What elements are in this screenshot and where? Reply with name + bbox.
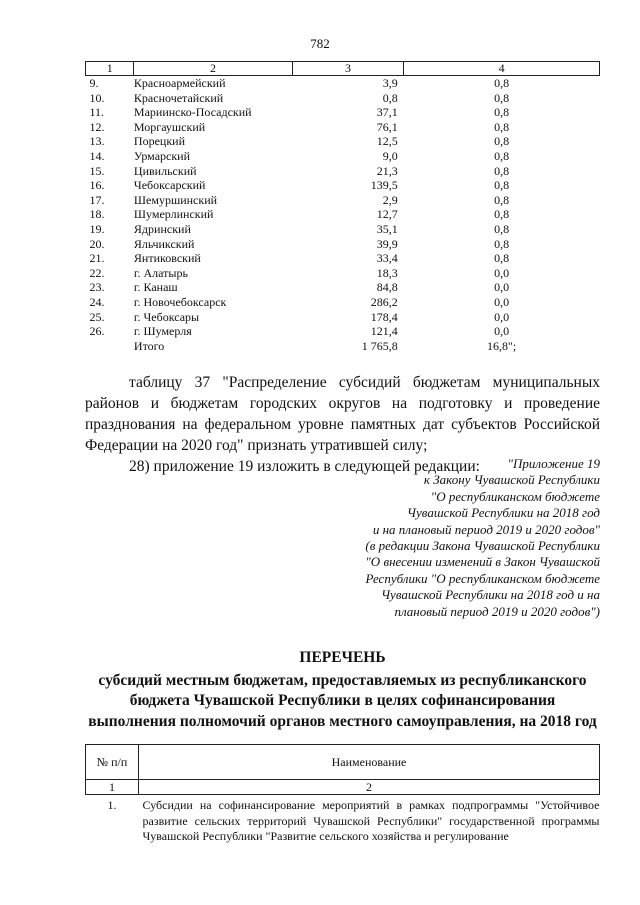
appendix-line: Чувашской Республики на 2018 год (407, 505, 600, 521)
table-row (86, 120, 600, 135)
header-name: Наименование (139, 745, 600, 780)
appendix-line: плановый период 2019 и 2020 годов") (394, 603, 600, 619)
municipality-name: Итого (133, 338, 165, 353)
row-number: 14. (89, 148, 105, 163)
row-number: 25. (89, 309, 105, 324)
municipality-name: Цивильский (133, 163, 197, 178)
subsidy-amount: 33,4 (376, 251, 398, 266)
subsidy-amount: 84,8 (376, 280, 398, 295)
column-number-1: 1 (86, 780, 139, 795)
municipality-name: Шемуршинский (133, 192, 218, 207)
municipality-name: Мариинско-Посадский (133, 105, 252, 120)
row-number: 10. (89, 90, 105, 105)
row-number: 11. (89, 105, 105, 120)
table-header-row (86, 62, 600, 76)
row-number: 22. (89, 265, 105, 280)
table-row (86, 134, 600, 149)
municipality-name: Порецкий (133, 134, 186, 149)
document-subtitle: субсидий местным бюджетам, предоставляемых из республиканского бюджета Чувашской Республики в целях софинансирования выполнения полномочий органов местного самоуправления, на 2018 год (88, 671, 597, 730)
rate-value: 0,8 (494, 207, 510, 222)
appendix-line: "О республиканском бюджете (430, 488, 600, 504)
table-row (86, 237, 600, 252)
rate-value: 0,0 (494, 280, 510, 295)
table-row (86, 76, 600, 91)
repeal-text: таблицу 37 "Распределение субсидий бюджетам муниципальных районов и бюджетам городских округов на подготовку и проведение празднования на федеральном уровне памятных дат субъектов Российской Федерации на 2020 год" признать утратившей силу; (85, 374, 600, 454)
table-row (86, 324, 600, 339)
subsidy-amount: 178,4 (370, 309, 398, 324)
municipality-name: г. Чебоксары (133, 309, 200, 324)
table-row (86, 105, 600, 120)
appendix-line: Республики "О республиканском бюджете (365, 570, 600, 586)
table-row (86, 164, 600, 179)
table-row (86, 295, 600, 310)
row-number: 24. (89, 294, 105, 309)
subsidy-amount: 39,9 (376, 236, 398, 251)
municipality-name: г. Алатырь (133, 265, 188, 280)
document-title-block (85, 648, 600, 732)
column-number-3: 3 (292, 62, 404, 76)
subsidy-amount: 0,8 (382, 90, 398, 105)
row-number: 13. (89, 134, 105, 149)
appendix-line: Чувашской Республики на 2018 год и на (381, 587, 600, 603)
municipality-name: Ядринский (133, 221, 191, 236)
rate-value: 0,0 (494, 265, 510, 280)
subsidy-amount: 286,2 (370, 294, 398, 309)
subsidy-list-table (85, 744, 600, 845)
row-number: 17. (89, 192, 105, 207)
subsidy-amount: 3,9 (382, 76, 398, 90)
table-row (86, 251, 600, 266)
municipality-name: Яльчикский (133, 236, 195, 251)
rate-value: 0,8 (494, 148, 510, 163)
row-number: 18. (89, 207, 105, 222)
rate-value: 0,0 (494, 324, 510, 339)
appendix-line: к Закону Чувашской Республики (423, 472, 600, 488)
row-number: 19. (89, 221, 105, 236)
appendix-line: и на плановый период 2019 и 2020 годов" (372, 521, 600, 537)
table-row (86, 280, 600, 295)
rate-value: 0,8 (494, 251, 510, 266)
document-title: ПЕРЕЧЕНЬ (299, 649, 386, 666)
subsidy-amount: 76,1 (376, 119, 398, 134)
row-number: 20. (89, 236, 105, 251)
subsidy-description: Субсидии на софинансирование мероприятий в рамках подпрограммы "Устойчивое развитие сельских территорий Чувашской Республики" государственной программы Чувашской Республики "Развитие сельского хозяйства и регулирование (142, 798, 600, 843)
appendix-header (310, 456, 600, 620)
rate-value: 0,0 (494, 294, 510, 309)
rate-value: 0,8 (494, 119, 510, 134)
table-row (86, 193, 600, 208)
row-number: 1. (107, 798, 117, 812)
column-number-1: 1 (86, 62, 134, 76)
rate-value: 0,8 (494, 192, 510, 207)
municipality-name: Красноармейский (133, 76, 226, 90)
subsidy-amount: 2,9 (382, 192, 398, 207)
subsidy-amount: 18,3 (376, 265, 398, 280)
subsidy-amount: 1 765,8 (361, 338, 398, 353)
rate-value: 0,8 (494, 134, 510, 149)
table-row (86, 207, 600, 222)
table-header-row (86, 745, 600, 780)
row-number: 15. (89, 163, 105, 178)
table-row (86, 266, 600, 281)
subsidy-amount: 21,3 (376, 163, 398, 178)
subsidy-distribution-table (85, 61, 600, 353)
row-number (86, 339, 134, 354)
municipality-name: г. Новочебоксарск (133, 294, 227, 309)
subsidy-amount: 9,0 (382, 148, 398, 163)
header-number: № п/п (86, 745, 139, 780)
table-row (86, 91, 600, 106)
subsidy-amount: 139,5 (370, 178, 398, 193)
row-number: 16. (89, 178, 105, 193)
municipality-name: г. Шумерля (133, 324, 192, 339)
rate-value: 0,8 (494, 236, 510, 251)
municipality-name: Янтиковский (133, 251, 201, 266)
column-numbers-row (86, 780, 600, 795)
table-row (86, 795, 600, 845)
subsidy-amount: 12,7 (376, 207, 398, 222)
row-number: 12. (89, 119, 105, 134)
appendix-line: "О внесении изменений в Закон Чувашской (365, 554, 600, 570)
municipality-name: Чебоксарский (133, 178, 206, 193)
table-row (86, 178, 600, 193)
rate-value: 0,8 (494, 163, 510, 178)
appendix-line: "Приложение 19 (507, 456, 600, 471)
rate-value: 0,8 (494, 105, 510, 120)
table-row (86, 310, 600, 325)
table-row (86, 339, 600, 354)
amendment-text: 28) приложение 19 изложить в следующей редакции: (129, 458, 480, 475)
row-number: 26. (89, 324, 105, 339)
column-number-2: 2 (134, 62, 292, 76)
table-row (86, 222, 600, 237)
rate-value: 0,8 (494, 76, 510, 90)
municipality-name: г. Канаш (133, 280, 178, 295)
appendix-line: (в редакции Закона Чувашской Республики (365, 538, 600, 554)
page-number: 782 (310, 36, 330, 51)
table-row (86, 149, 600, 164)
subsidy-amount: 37,1 (376, 105, 398, 120)
column-number-4: 4 (404, 62, 600, 76)
rate-value: 0,8 (494, 90, 510, 105)
rate-value: 0,0 (494, 309, 510, 324)
column-number-2: 2 (139, 780, 600, 795)
row-number: 9. (89, 76, 99, 90)
municipality-name: Шумерлинский (133, 207, 214, 222)
municipality-name: Моргаушский (133, 119, 206, 134)
subsidy-amount: 35,1 (376, 221, 398, 236)
rate-value: 0,8 (494, 178, 510, 193)
rate-value: 16,8"; (487, 338, 517, 353)
subsidy-amount: 12,5 (376, 134, 398, 149)
rate-value: 0,8 (494, 221, 510, 236)
row-number: 21. (89, 251, 105, 266)
subsidy-amount: 121,4 (370, 324, 398, 339)
row-number: 23. (89, 280, 105, 295)
municipality-name: Урмарский (133, 148, 191, 163)
municipality-name: Красночетайский (133, 90, 224, 105)
